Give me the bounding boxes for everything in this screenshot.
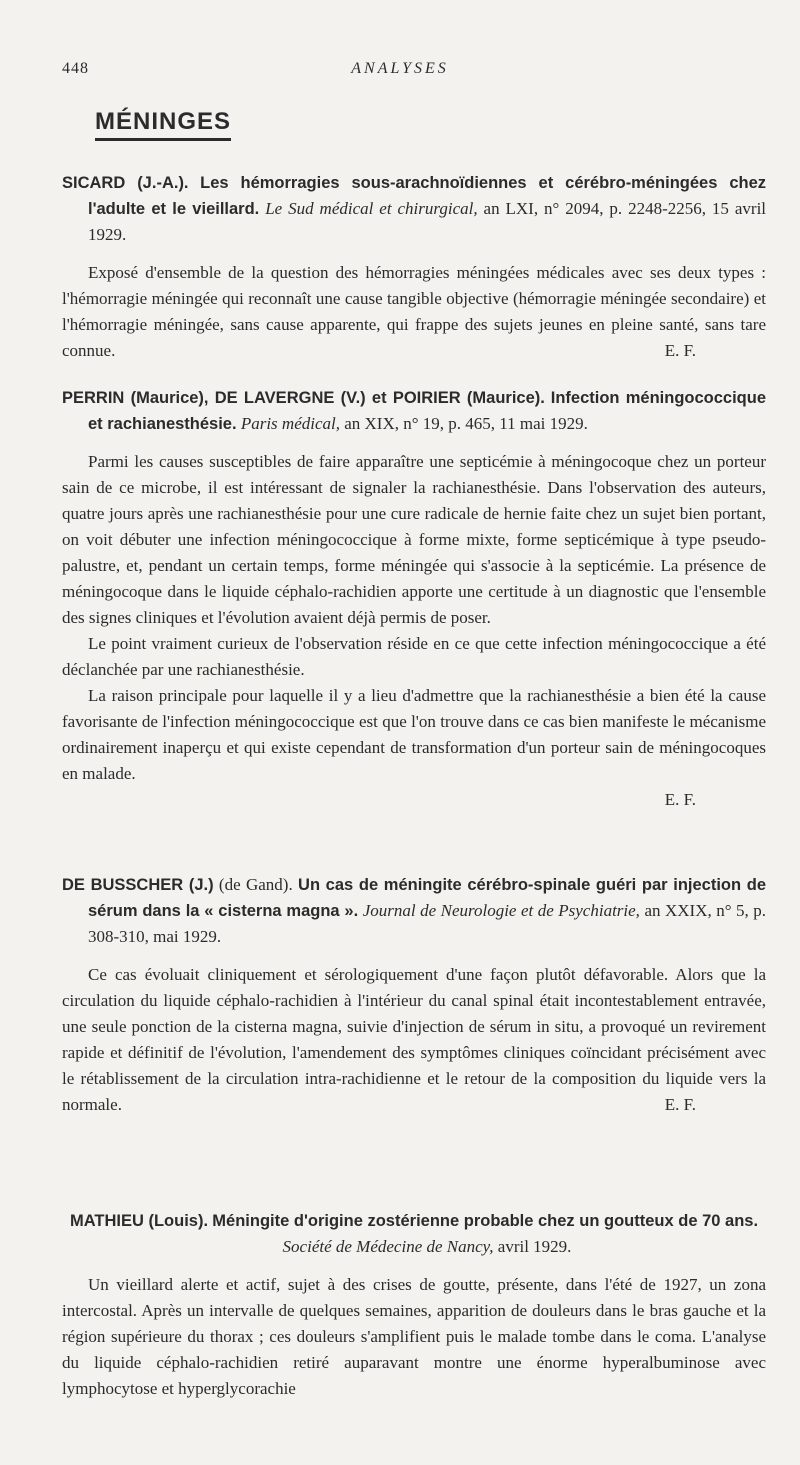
article-citation: an XXIX, n° 5, p. 308-310, mai 1929. (88, 901, 767, 946)
article-journal: Le Sud médical et chirurgical, (265, 199, 478, 218)
article-journal: Paris médical, (240, 414, 340, 433)
article-citation: avril 1929. (497, 1237, 572, 1256)
article-paragraph: Ce cas évoluait cliniquement et sérologiquement d'une façon plutôt défavorable. Alors que la circulation du liquide céphalo-rachidien à l'intérieur du canal spinal était incontestablement entravée, une seule ponction de la cisterna magna, suivie d'injection de sérum in situ, a provoqué un revirement rapide et définitif de l'évolution, l'amendement des symptômes cliniques coïncidant précisément avec le rétablissement de la circulation intra-rachidienne et le retour de la composition du liquide vers la normale. E. F. (62, 962, 766, 1118)
article-citation: an LXI, n° 2094, p. 2248-2256, 15 avril 1929. (88, 199, 767, 244)
page-number: 448 (62, 60, 89, 77)
article-author-extra: (de Gand). (218, 875, 293, 894)
article-author: SICARD (J.-A.). (62, 174, 189, 192)
article-paragraph: Le point vraiment curieux de l'observation réside en ce que cette infection méningococcique a été déclanchée par une rachianesthésie. (62, 634, 766, 679)
article-author: PERRIN (Maurice), DE LAVERGNE (V.) et POIRIER (Maurice). (62, 389, 545, 407)
article-paragraph: La raison principale pour laquelle il y a lieu d'admettre que la rachianesthésie a bien été la cause favorisante de l'infection méningococcique est que l'on trouve dans ce cas bien manifeste le mécanisme ordinairement inaperçu et qui existe cependant de transformation d'un porteur sain de méningocoques en malade. (62, 686, 766, 783)
article-de-busscher (62, 872, 766, 1118)
article-paragraph: Un vieillard alerte et actif, sujet à des crises de goutte, présente, dans l'été de 1927, un zona intercostal. Après un intervalle de quelques semaines, apparition de douleurs dans le bras gauche et la région supérieure du thorax ; ces douleurs s'amplifient puis le malade tombe dans le coma. L'analyse du liquide céphalo-rachidien retiré auparavant montre une énorme hyperalbuminose avec lymphocytose et hyperglycorachie (62, 1275, 766, 1398)
article-title: Un cas de méningite cérébro-spinale guéri par injection de sérum dans la « cisterna magna ». (88, 876, 767, 920)
article-reference (62, 872, 766, 950)
article-perrin (62, 385, 766, 813)
article-author: DE BUSSCHER (J.) (62, 876, 214, 894)
article-signature: E. F. (664, 341, 696, 360)
article-title: Méningite d'origine zostérienne probable chez un goutteux de 70 ans. (212, 1212, 759, 1230)
article-title: Les hémorragies sous-arachnoïdiennes et cérébro-méningées chez l'adulte et le vieillard. (88, 174, 766, 218)
article-reference (62, 1208, 766, 1260)
article-paragraph: Parmi les causes susceptibles de faire apparaître une septicémie à méningocoque chez un porteur sain de ce microbe, il est intéressant de signaler la rachianesthésie. Dans l'observation des auteurs, quatre jours après une rachianesthésie pour une cure radicale de hernie faite chez un sujet bien portant, on voit débuter une infection méningococcique à forme mixte, forme septicémique à type pseudo-palustre, et, pendant un certain temps, forme méningée qui s'associe à la septicémie. La présence de méningocoque dans le liquide céphalo-rachidien apporte une certitude à un diagnostic que l'ensemble des signes cliniques et l'évolution avaient déjà permis de poser. (62, 452, 766, 627)
article-journal: Journal de Neurologie et de Psychiatrie, (362, 901, 640, 920)
article-author: MATHIEU (Louis). (69, 1212, 209, 1230)
running-journal-title: ANALYSES (351, 60, 449, 77)
article-reference (62, 385, 766, 437)
article-mathieu (62, 1208, 766, 1402)
article-signature: E. F. (664, 790, 696, 809)
article-paragraph: Exposé d'ensemble de la question des hémorragies méningées médicales avec ses deux types : l'hémorragie méningée qui reconnaît une cause tangible objective (hémorragie méningée secondaire) et l'hémorragie méningée, sans cause apparente, qui frappe des sujets jeunes en pleine santé, sans tare connue. E. F. (62, 260, 766, 364)
article-reference (62, 170, 766, 248)
article-sicard (62, 170, 766, 364)
section-title: MÉNINGES (95, 108, 231, 141)
article-title: Infection méningococcique et rachianesthésie. (88, 389, 767, 433)
article-journal: Société de Médecine de Nancy, (282, 1237, 494, 1256)
article-signature: E. F. (664, 1095, 696, 1114)
article-citation: an XIX, n° 19, p. 465, 11 mai 1929. (344, 414, 588, 433)
